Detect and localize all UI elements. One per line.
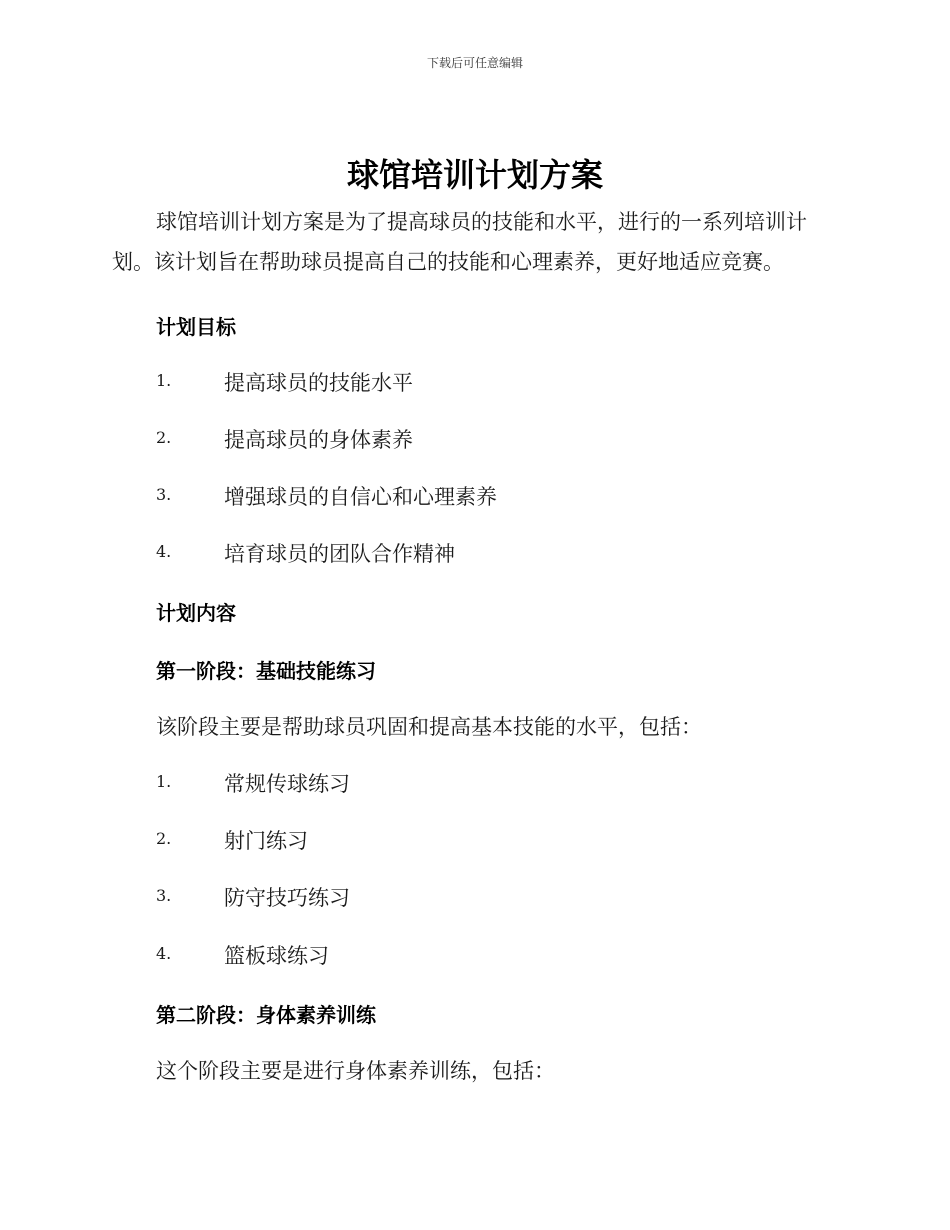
list-text: 射门练习	[224, 829, 308, 853]
document-title: 球馆培训计划方案	[346, 156, 603, 194]
list-item	[156, 424, 856, 454]
list-text: 篮板球练习	[224, 944, 329, 968]
content-heading: 计划内容	[156, 601, 236, 625]
list-item	[156, 825, 856, 855]
stage2-description: 这个阶段主要是进行身体素养训练，包括：	[156, 1059, 555, 1083]
list-number: 1.	[156, 371, 172, 390]
stage1-description: 该阶段主要是帮助球员巩固和提高基本技能的水平，包括：	[156, 715, 702, 739]
list-text: 常规传球练习	[224, 772, 350, 796]
list-item	[156, 538, 856, 568]
list-text: 提高球员的技能水平	[224, 371, 413, 395]
list-number: 3.	[156, 485, 172, 504]
list-item	[156, 367, 856, 397]
list-text: 增强球员的自信心和心理素养	[224, 485, 497, 509]
list-item	[156, 940, 856, 970]
list-item	[156, 768, 856, 798]
list-number: 2.	[156, 829, 172, 848]
list-number: 4.	[156, 944, 172, 963]
list-text: 防守技巧练习	[224, 886, 350, 910]
stage2-heading: 第二阶段：身体素养训练	[156, 1003, 376, 1027]
header-note: 下载后可任意编辑	[426, 56, 523, 70]
list-number: 3.	[156, 886, 172, 905]
intro-paragraph: 球馆培训计划方案是为了提高球员的技能和水平，进行的一系列培训计划。该计划旨在帮助球员提高自己的技能和心理素养，更好地适应竞赛。	[112, 210, 807, 274]
list-text: 提高球员的身体素养	[224, 428, 413, 452]
list-number: 1.	[156, 772, 172, 791]
list-item	[156, 882, 856, 912]
goals-heading: 计划目标	[156, 315, 236, 339]
stage1-heading: 第一阶段：基础技能练习	[156, 659, 376, 683]
list-item	[156, 481, 856, 511]
list-number: 4.	[156, 542, 172, 561]
list-number: 2.	[156, 428, 172, 447]
list-text: 培育球员的团队合作精神	[224, 542, 455, 566]
